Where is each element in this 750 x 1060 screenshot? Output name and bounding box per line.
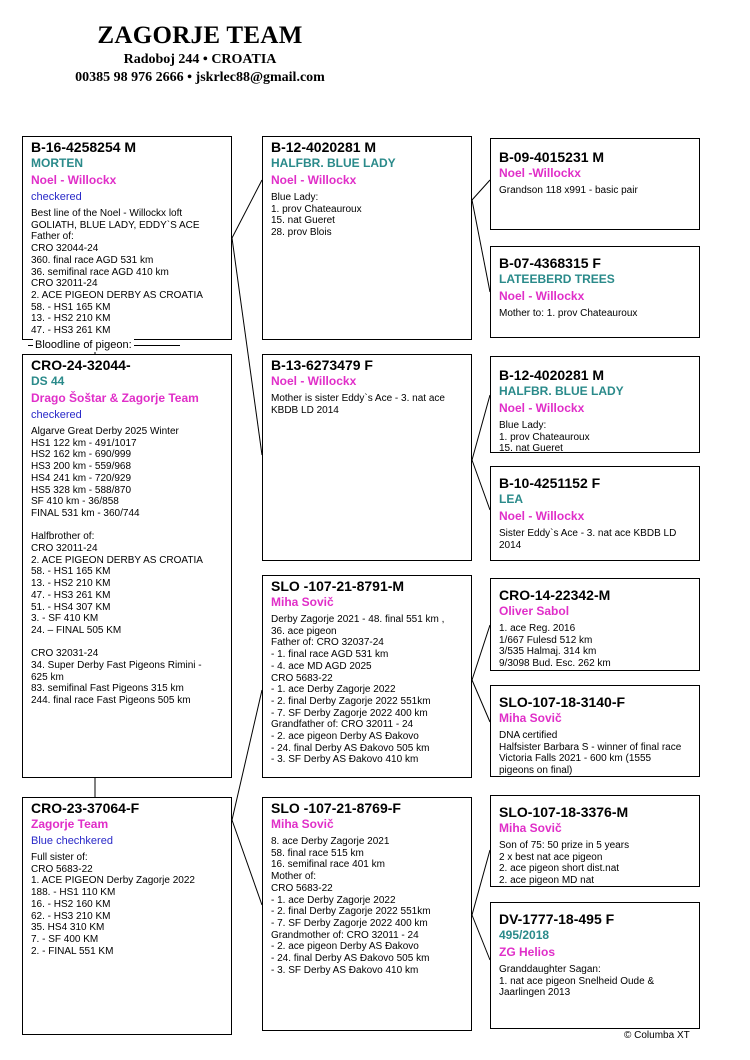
note-line: Derby Zagorje 2021 - 48. final 551 km , bbox=[271, 614, 445, 625]
connector-p111 bbox=[472, 180, 490, 200]
note-line: - 2. ace pigeon Derby AS Đakovo bbox=[271, 941, 419, 953]
note-line: Father of: CRO 32037-24 bbox=[271, 637, 384, 649]
pigeon-notes bbox=[31, 852, 225, 957]
pigeon-card-ggf-2[interactable] bbox=[490, 356, 700, 453]
breeder: Miha Sovič bbox=[499, 711, 562, 725]
note-line: 34. Super Derby Fast Pigeons Rimini - bbox=[31, 660, 202, 672]
note-line: 58. - HS1 165 KM bbox=[31, 301, 111, 313]
pigeon-notes bbox=[31, 426, 225, 707]
note-line: 51. - HS4 307 KM bbox=[31, 601, 111, 613]
note-line: 188. - HS1 110 KM bbox=[31, 887, 116, 899]
connector-p22 bbox=[232, 820, 262, 905]
note-line: GOLIATH, BLUE LADY, EDDY`S ACE bbox=[31, 219, 200, 231]
ring-number: B-12-4020281 M bbox=[271, 139, 377, 155]
note-line: 1/667 Fulesd 512 km bbox=[499, 634, 593, 646]
note-line: - 1. ace Derby Zagorje 2022 bbox=[271, 894, 396, 906]
breeder: Miha Sovič bbox=[271, 595, 334, 609]
note-line: 58. final race 515 km bbox=[271, 847, 364, 859]
note-line: 3/535 Halmaj. 314 km bbox=[499, 646, 597, 658]
breeder: Zagorje Team bbox=[31, 817, 109, 831]
breeder: Miha Sovič bbox=[499, 821, 562, 835]
ring-number: B-16-4258254 M bbox=[31, 139, 137, 155]
note-line: FINAL 531 km - 360/744 bbox=[31, 507, 140, 519]
pigeon-notes bbox=[499, 623, 693, 670]
note-line: HS3 200 km - 559/968 bbox=[31, 461, 132, 473]
note-line: Blue Lady: bbox=[271, 192, 319, 203]
pigeon-notes bbox=[499, 730, 693, 777]
note-line: 2. ACE PIGEON DERBY AS CROATIA bbox=[31, 554, 203, 566]
note-line: Full sister of: bbox=[31, 852, 88, 863]
pigeon-card-ggf-3[interactable] bbox=[490, 578, 700, 671]
note-line: Grandfather of: CRO 32011 - 24 bbox=[271, 719, 414, 731]
note-line: Granddaughter Sagan: bbox=[499, 964, 601, 975]
breeder: Noel - Willockx bbox=[31, 173, 117, 187]
breeder: Drago Šoštar & Zagorje Team bbox=[31, 391, 199, 405]
breeder: Noel - Willockx bbox=[499, 401, 585, 415]
note-line: 1. ACE PIGEON Derby Zagorje 2022 bbox=[31, 875, 195, 887]
pigeon-card-ggm-1[interactable] bbox=[490, 246, 700, 338]
note-line: 625 km bbox=[31, 671, 64, 683]
pigeon-notes bbox=[499, 308, 693, 320]
note-line: 13. - HS2 210 KM bbox=[31, 578, 111, 590]
note-line: - 7. SF Derby Zagorje 2022 400 km bbox=[271, 917, 428, 929]
connector-p11 bbox=[232, 180, 262, 238]
note-line: Blue Lady: bbox=[499, 420, 547, 431]
breeder: Oliver Sabol bbox=[499, 604, 570, 618]
note-line bbox=[31, 520, 225, 532]
breeder: Noel - Willockx bbox=[499, 509, 585, 523]
note-line: KBDB LD 2014 bbox=[271, 404, 339, 416]
pigeon-notes bbox=[271, 836, 465, 976]
note-line: 28. prov Blois bbox=[271, 227, 332, 239]
pigeon-name: HALFBR. BLUE LADY bbox=[271, 156, 396, 170]
breeder: ZG Helios bbox=[499, 945, 556, 959]
note-line: - 3. SF Derby AS Đakovo 410 km bbox=[271, 754, 419, 766]
note-line: - 7. SF Derby Zagorje 2022 400 km bbox=[271, 707, 428, 719]
ring-number: B-09-4015231 M bbox=[499, 149, 605, 165]
breeder: Noel - Willockx bbox=[271, 173, 357, 187]
ring-number: CRO-14-22342-M bbox=[499, 587, 611, 603]
connector-p112 bbox=[472, 200, 490, 292]
note-line: - 3. SF Derby AS Đakovo 410 km bbox=[271, 964, 419, 976]
pigeon-notes bbox=[499, 185, 693, 197]
pigeon-card-father[interactable] bbox=[22, 136, 232, 340]
connector-p222 bbox=[472, 915, 490, 960]
note-line: 62. - HS3 210 KM bbox=[31, 910, 111, 922]
note-line: - 2. final Derby Zagorje 2022 551km bbox=[271, 695, 431, 707]
note-line: CRO 5683-22 bbox=[271, 882, 333, 894]
note-line: CRO 32011-24 bbox=[31, 278, 98, 290]
pigeon-notes bbox=[271, 192, 465, 239]
note-line: CRO 5683-22 bbox=[31, 863, 93, 875]
note-line: CRO 32031-24 bbox=[31, 648, 99, 660]
note-line: Best line of the Noel - Willockx loft bbox=[31, 208, 183, 219]
pigeon-name: MORTEN bbox=[31, 156, 83, 170]
ring-number: SLO-107-18-3140-F bbox=[499, 694, 626, 710]
note-line: - 4. ace MD AGD 2025 bbox=[271, 660, 372, 672]
note-line: 1. prov Chateauroux bbox=[271, 203, 362, 215]
pigeon-name: 495/2018 bbox=[499, 928, 550, 942]
pigeon-name: LEA bbox=[499, 492, 523, 506]
note-line: HS4 241 km - 720/929 bbox=[31, 472, 132, 484]
note-line: 9/3098 Bud. Esc. 262 km bbox=[499, 658, 611, 670]
note-line: Mother is sister Eddy`s Ace - 3. nat ace bbox=[271, 393, 445, 404]
note-line: HS1 122 km - 491/1017 bbox=[31, 437, 137, 449]
ring-number: DV-1777-18-495 F bbox=[499, 911, 615, 927]
ring-number: B-13-6273479 F bbox=[271, 357, 373, 373]
pigeon-notes bbox=[31, 208, 225, 337]
pigeon-card-ggf-1[interactable] bbox=[490, 138, 700, 230]
ring-number: B-10-4251152 F bbox=[499, 475, 601, 491]
bloodline-legend bbox=[28, 339, 180, 351]
note-line: 2. - FINAL 551 KM bbox=[31, 945, 114, 957]
pigeon-notes bbox=[271, 393, 465, 416]
note-line: - 1. final race AGD 531 km bbox=[271, 649, 389, 661]
note-line bbox=[31, 637, 225, 649]
note-line: 16. - HS2 160 KM bbox=[31, 898, 111, 910]
note-line: - 24. final Derby AS Đakovo 505 km bbox=[271, 953, 430, 965]
note-line: Halfbrother of: bbox=[31, 531, 95, 543]
pigeon-card-maternal-grandfather[interactable] bbox=[262, 575, 472, 778]
note-line: 2 x best nat ace pigeon bbox=[499, 851, 603, 863]
note-line: pigeons on final) bbox=[499, 765, 573, 777]
note-line: 16. semifinal race 401 km bbox=[271, 859, 385, 871]
note-line: 360. final race AGD 531 km bbox=[31, 254, 154, 266]
note-line: SF 410 km - 36/858 bbox=[31, 496, 119, 508]
pigeon-card-subject[interactable] bbox=[22, 354, 232, 778]
copyright: © Columba XT bbox=[624, 1030, 690, 1041]
note-line: 244. final race Fast Pigeons 505 km bbox=[31, 695, 191, 707]
connector-p121 bbox=[472, 395, 490, 460]
breeder: Noel -Willockx bbox=[499, 166, 581, 180]
header-contact: 00385 98 976 2666 • jskrlec88@gmail.com bbox=[75, 70, 325, 85]
pigeon-card-paternal-grandmother[interactable] bbox=[262, 354, 472, 561]
note-line: DNA certified bbox=[499, 730, 558, 741]
note-line: Algarve Great Derby 2025 Winter bbox=[31, 426, 179, 437]
note-line: 15. nat Gueret bbox=[499, 443, 563, 453]
ring-number: SLO -107-21-8791-M bbox=[271, 578, 405, 594]
breeder: Noel - Willockx bbox=[499, 289, 585, 303]
note-line: 35. HS4 310 KM bbox=[31, 922, 105, 934]
ring-number: CRO-24-32044- bbox=[31, 357, 131, 373]
ring-number: CRO-23-37064-F bbox=[31, 800, 140, 816]
note-line: CRO 32011-24 bbox=[31, 543, 98, 555]
note-line: 36. ace pigeon bbox=[271, 625, 337, 637]
note-line: 58. - HS1 165 KM bbox=[31, 566, 111, 578]
note-line: Jaarlingen 2013 bbox=[499, 987, 571, 999]
pigeon-name: HALFBR. BLUE LADY bbox=[499, 384, 624, 398]
note-line: Father of: bbox=[31, 231, 74, 243]
ring-number: B-07-4368315 F bbox=[499, 255, 601, 271]
note-line: 1. ace Reg. 2016 bbox=[499, 623, 576, 634]
note-line: - 2. final Derby Zagorje 2022 551km bbox=[271, 906, 431, 918]
bloodline-label: Bloodline of pigeon: bbox=[35, 339, 132, 351]
connector-p122 bbox=[472, 460, 490, 510]
note-line: - 24. final Derby AS Đakovo 505 km bbox=[271, 742, 430, 754]
note-line: 2. ACE PIGEON DERBY AS CROATIA bbox=[31, 289, 203, 301]
note-line: 3. - SF 410 KM bbox=[31, 613, 99, 625]
pigeon-card-mother[interactable] bbox=[22, 797, 232, 1035]
note-line: - 1. ace Derby Zagorje 2022 bbox=[271, 684, 396, 696]
connector-p21 bbox=[232, 690, 262, 820]
pigeon-color: checkered bbox=[31, 409, 82, 421]
pigeon-color: checkered bbox=[31, 191, 82, 203]
connector-p221 bbox=[472, 850, 490, 915]
note-line: 2. ace pigeon MD nat bbox=[499, 875, 595, 887]
note-line: Sister Eddy`s Ace - 3. nat ace KBDB LD bbox=[499, 528, 677, 539]
pigeon-notes bbox=[271, 614, 465, 766]
connector-p212 bbox=[472, 680, 490, 722]
pigeon-notes bbox=[499, 840, 693, 887]
note-line: 7. - SF 400 KM bbox=[31, 933, 99, 945]
note-line: - 2. ace pigeon Derby AS Đakovo bbox=[271, 731, 419, 743]
connector-p211 bbox=[472, 625, 490, 680]
pigeon-card-ggm-3[interactable] bbox=[490, 685, 700, 777]
note-line: HS2 162 km - 690/999 bbox=[31, 449, 132, 461]
note-line: HS5 328 km - 588/870 bbox=[31, 484, 132, 496]
pigeon-card-paternal-grandfather[interactable] bbox=[262, 136, 472, 340]
note-line: 13. - HS2 210 KM bbox=[31, 313, 111, 325]
header-address: Radoboj 244 • CROATIA bbox=[123, 52, 277, 67]
pigeon-notes bbox=[499, 528, 693, 551]
note-line: 2014 bbox=[499, 539, 522, 551]
note-line: 15. nat Gueret bbox=[271, 215, 335, 227]
note-line: 47. - HS3 261 KM bbox=[31, 325, 111, 337]
pigeon-color: Blue chechkered bbox=[31, 835, 113, 847]
note-line: 83. semifinal Fast Pigeons 315 km bbox=[31, 683, 184, 695]
note-line: 1. nat ace pigeon Snelheid Oude & bbox=[499, 975, 655, 987]
pigeon-notes bbox=[499, 420, 693, 453]
note-line: Grandson 118 x991 - basic pair bbox=[499, 185, 638, 196]
note-line: Mother to: 1. prov Chateauroux bbox=[499, 308, 638, 319]
pigeon-card-ggf-4[interactable] bbox=[490, 795, 700, 887]
pigeon-name: LATEEBERD TREES bbox=[499, 272, 615, 286]
note-line: CRO 5683-22 bbox=[271, 672, 333, 684]
note-line: 24. – FINAL 505 KM bbox=[31, 624, 122, 636]
note-line: CRO 32044-24 bbox=[31, 243, 99, 255]
ring-number: SLO-107-18-3376-M bbox=[499, 804, 629, 820]
note-line: Victoria Falls 2021 - 600 km (1555 bbox=[499, 753, 652, 765]
note-line: Mother of: bbox=[271, 871, 317, 883]
header-title: ZAGORJE TEAM bbox=[97, 22, 303, 49]
pigeon-card-ggm-2[interactable] bbox=[490, 466, 700, 561]
note-line: Halfsister Barbara S - winner of final race bbox=[499, 741, 682, 753]
note-line: 36. semifinal race AGD 410 km bbox=[31, 266, 169, 278]
breeder: Miha Sovič bbox=[271, 817, 334, 831]
note-line: 47. - HS3 261 KM bbox=[31, 589, 111, 601]
ring-number: B-12-4020281 M bbox=[499, 367, 605, 383]
pigeon-name: DS 44 bbox=[31, 374, 65, 388]
note-line: Grandmother of: CRO 32011 - 24 bbox=[271, 929, 419, 941]
breeder: Noel - Willockx bbox=[271, 374, 357, 388]
pigeon-card-maternal-grandmother[interactable] bbox=[262, 797, 472, 1031]
ring-number: SLO -107-21-8769-F bbox=[271, 800, 401, 816]
pigeon-notes bbox=[499, 964, 693, 999]
pigeon-card-ggm-4[interactable] bbox=[490, 902, 700, 1029]
note-line: 8. ace Derby Zagorje 2021 bbox=[271, 836, 390, 847]
note-line: 2. ace pigeon short dist.nat bbox=[499, 863, 620, 875]
note-line: 1. prov Chateauroux bbox=[499, 431, 590, 443]
note-line: Son of 75: 50 prize in 5 years bbox=[499, 840, 630, 851]
connector-p12 bbox=[232, 238, 262, 455]
